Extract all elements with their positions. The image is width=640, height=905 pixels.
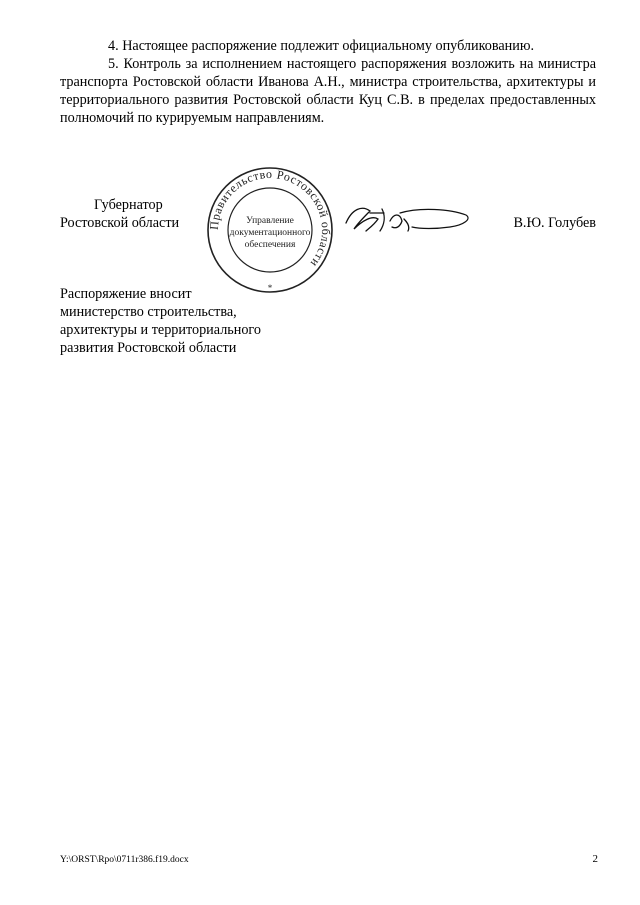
governor-name: В.Ю. Голубев — [513, 215, 596, 231]
introduced-by-line: министерство строительства, — [60, 304, 237, 320]
introduced-by-block — [60, 285, 320, 357]
governor-title-line2: Ростовской области — [60, 215, 180, 231]
seal-inner-line3: обеспечения — [244, 240, 296, 250]
introduced-by-line: развития Ростовской области — [60, 340, 237, 356]
official-seal — [205, 165, 335, 295]
handwritten-signature — [340, 199, 475, 239]
introduced-by-line: архитектуры и территориального — [60, 322, 261, 338]
footer-file-path: Y:\ORST\Rpo\0711r386.f19.docx — [60, 855, 189, 865]
paragraph-item-5: 5. Контроль за исполнением настоящего распоряжения возложить на министра транспорта Ростовской области Иванова А.Н., министра строительства, архитектуры и территориального развития Ростовской области Куц С.В. в пределах предоставленных полномочий по курируемым направлениям. — [60, 56, 596, 126]
paragraph-item-4: 4. Настоящее распоряжение подлежит официальному опубликованию. — [108, 38, 535, 54]
governor-title-line1: Губернатор — [94, 197, 163, 213]
page-number: 2 — [592, 853, 598, 865]
seal-outer-text: Правительство Ростовской области — [206, 166, 334, 271]
seal-inner-line1: Управление — [246, 216, 294, 226]
svg-text:*: * — [267, 283, 273, 293]
introduced-by-line: Распоряжение вносит — [60, 286, 192, 302]
seal-inner-line2: документационного — [229, 228, 311, 238]
